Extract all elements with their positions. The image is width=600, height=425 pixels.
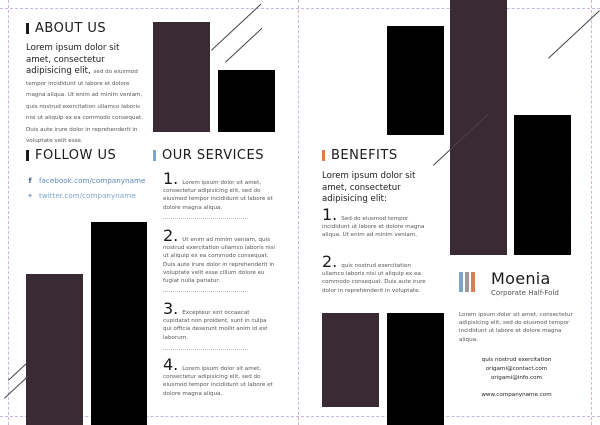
service-number: 4. (163, 355, 179, 374)
deco-block-black-1 (218, 70, 275, 132)
service-number: 3. (163, 299, 179, 318)
twitter-link[interactable] (26, 191, 136, 200)
service-text: Lorem ipsum dolor sit amet, consectetur adipisicing elit, sed do eiusmod tempor incididunt ut labore et dolore magna aliqua. (163, 180, 273, 211)
services-heading-text: OUR SERVICES (162, 148, 264, 163)
heading-marker (26, 150, 29, 161)
about-heading (26, 21, 106, 36)
service-item-2 (163, 226, 275, 285)
benefit-item-1 (322, 205, 434, 240)
benefits-heading-text: BENEFITS (331, 148, 398, 163)
about-body: sed do eiusmod tempor incididunt ut labore et dolore magna aliqua. Ut enim ad minim veniam, quis nostrud exercitation ullamco laboris nisi ut aliquip ex ea commodo consequat. Duis aute irure dolor in reprehenderit in voluptate velit esse. (26, 69, 143, 144)
deco-block-plum-3 (450, 0, 507, 255)
benefit-item-2 (322, 252, 434, 295)
twitter-url: twitter.com/companyname (39, 191, 136, 200)
benefit-text: quis nostrud exercitation ullamco laboris nisi ut aliquip ex ea commodo consequat. Duis aute irure dolor in reprehenderit in voluptate. (322, 263, 426, 294)
service-number: 2. (163, 226, 179, 245)
deco-block-plum-2 (26, 274, 83, 425)
brand-tagline: Corporate Half-Fold (491, 289, 559, 297)
brand-name: Moenia (491, 269, 551, 288)
divider (163, 291, 248, 292)
service-text: Lorem ipsum dolor sit amet, consectetur adipisicing elit, sed do eiusmod tempor incididunt ut labore et dolore magna aliqua. (163, 366, 273, 397)
about-text (26, 43, 146, 147)
about-lead: Lorem ipsum dolor sit amet, consectetur adipisicing elit, (26, 43, 120, 76)
service-number: 1. (163, 169, 179, 188)
contact-email-1[interactable]: origami@contact.com (485, 366, 548, 372)
logo-bar-orange (471, 272, 475, 292)
deco-block-plum-1 (153, 22, 210, 132)
service-item-3 (163, 299, 275, 342)
divider (163, 349, 248, 350)
follow-heading (26, 148, 116, 163)
service-text: Excepteur sint occaecat cupidatat non proident, sunt in culpa qui officia deserunt mollit anim id est laborum. (163, 310, 268, 341)
heading-marker (26, 23, 29, 34)
divider (163, 218, 248, 219)
logo-bar-gray (465, 272, 469, 292)
service-item-1 (163, 169, 275, 212)
deco-block-plum-4 (322, 313, 379, 407)
benefit-number: 1. (322, 205, 338, 224)
contact-email-2[interactable]: origami@info.com (491, 375, 542, 381)
benefits-heading (322, 148, 398, 163)
guide-bottom (0, 416, 600, 417)
heading-marker-orange (322, 150, 325, 161)
facebook-icon: f (28, 176, 32, 185)
facebook-url: facebook.com/companyname (39, 176, 146, 185)
logo-bar-blue (459, 272, 463, 292)
contact-address: quis nostrud exercitation (481, 357, 552, 363)
brand-description: Lorem ipsum dolor sit amet, consectetur adipisicing elit, sed do eiusmod tempor incididunt ut labore et dolore magna aliqua. (459, 312, 573, 343)
facebook-link[interactable] (26, 176, 145, 185)
deco-block-black-5 (387, 313, 444, 425)
follow-heading-text: FOLLOW US (35, 148, 117, 163)
guide-fold (298, 0, 299, 425)
services-heading (153, 148, 264, 163)
deco-block-black-2 (91, 222, 147, 425)
guide-right (591, 0, 592, 425)
deco-diagonal-1 (211, 4, 261, 51)
guide-left (8, 0, 9, 425)
service-item-4 (163, 355, 275, 398)
brand-logo (459, 272, 475, 292)
contact-website[interactable]: www.companyname.com (481, 392, 552, 398)
deco-block-black-4 (514, 115, 571, 255)
benefits-lead: Lorem ipsum dolor sit amet, consectetur adipisicing elit: (322, 171, 416, 204)
deco-diagonal-4 (548, 10, 600, 58)
about-heading-text: ABOUT US (35, 21, 107, 36)
twitter-icon: ✦ (27, 191, 33, 200)
deco-block-black-3 (387, 26, 444, 135)
heading-marker-blue (153, 150, 156, 161)
benefit-text: Sed do eiusmod tempor incididunt ut labore et dolore magna aliqua. Ut enim ad minim veniam, (322, 216, 425, 239)
benefit-number: 2. (322, 252, 338, 271)
service-text: Ut enim ad minim veniam, quis nostrud exercitation ullamco laboris nisi ut aliquip ex ea commodo consequat. Duis aute irure dolor in reprehenderit in voluptate velit esse cillum dolore eu fugiat nulla pariatur. (163, 237, 275, 285)
guide-top (0, 8, 600, 9)
